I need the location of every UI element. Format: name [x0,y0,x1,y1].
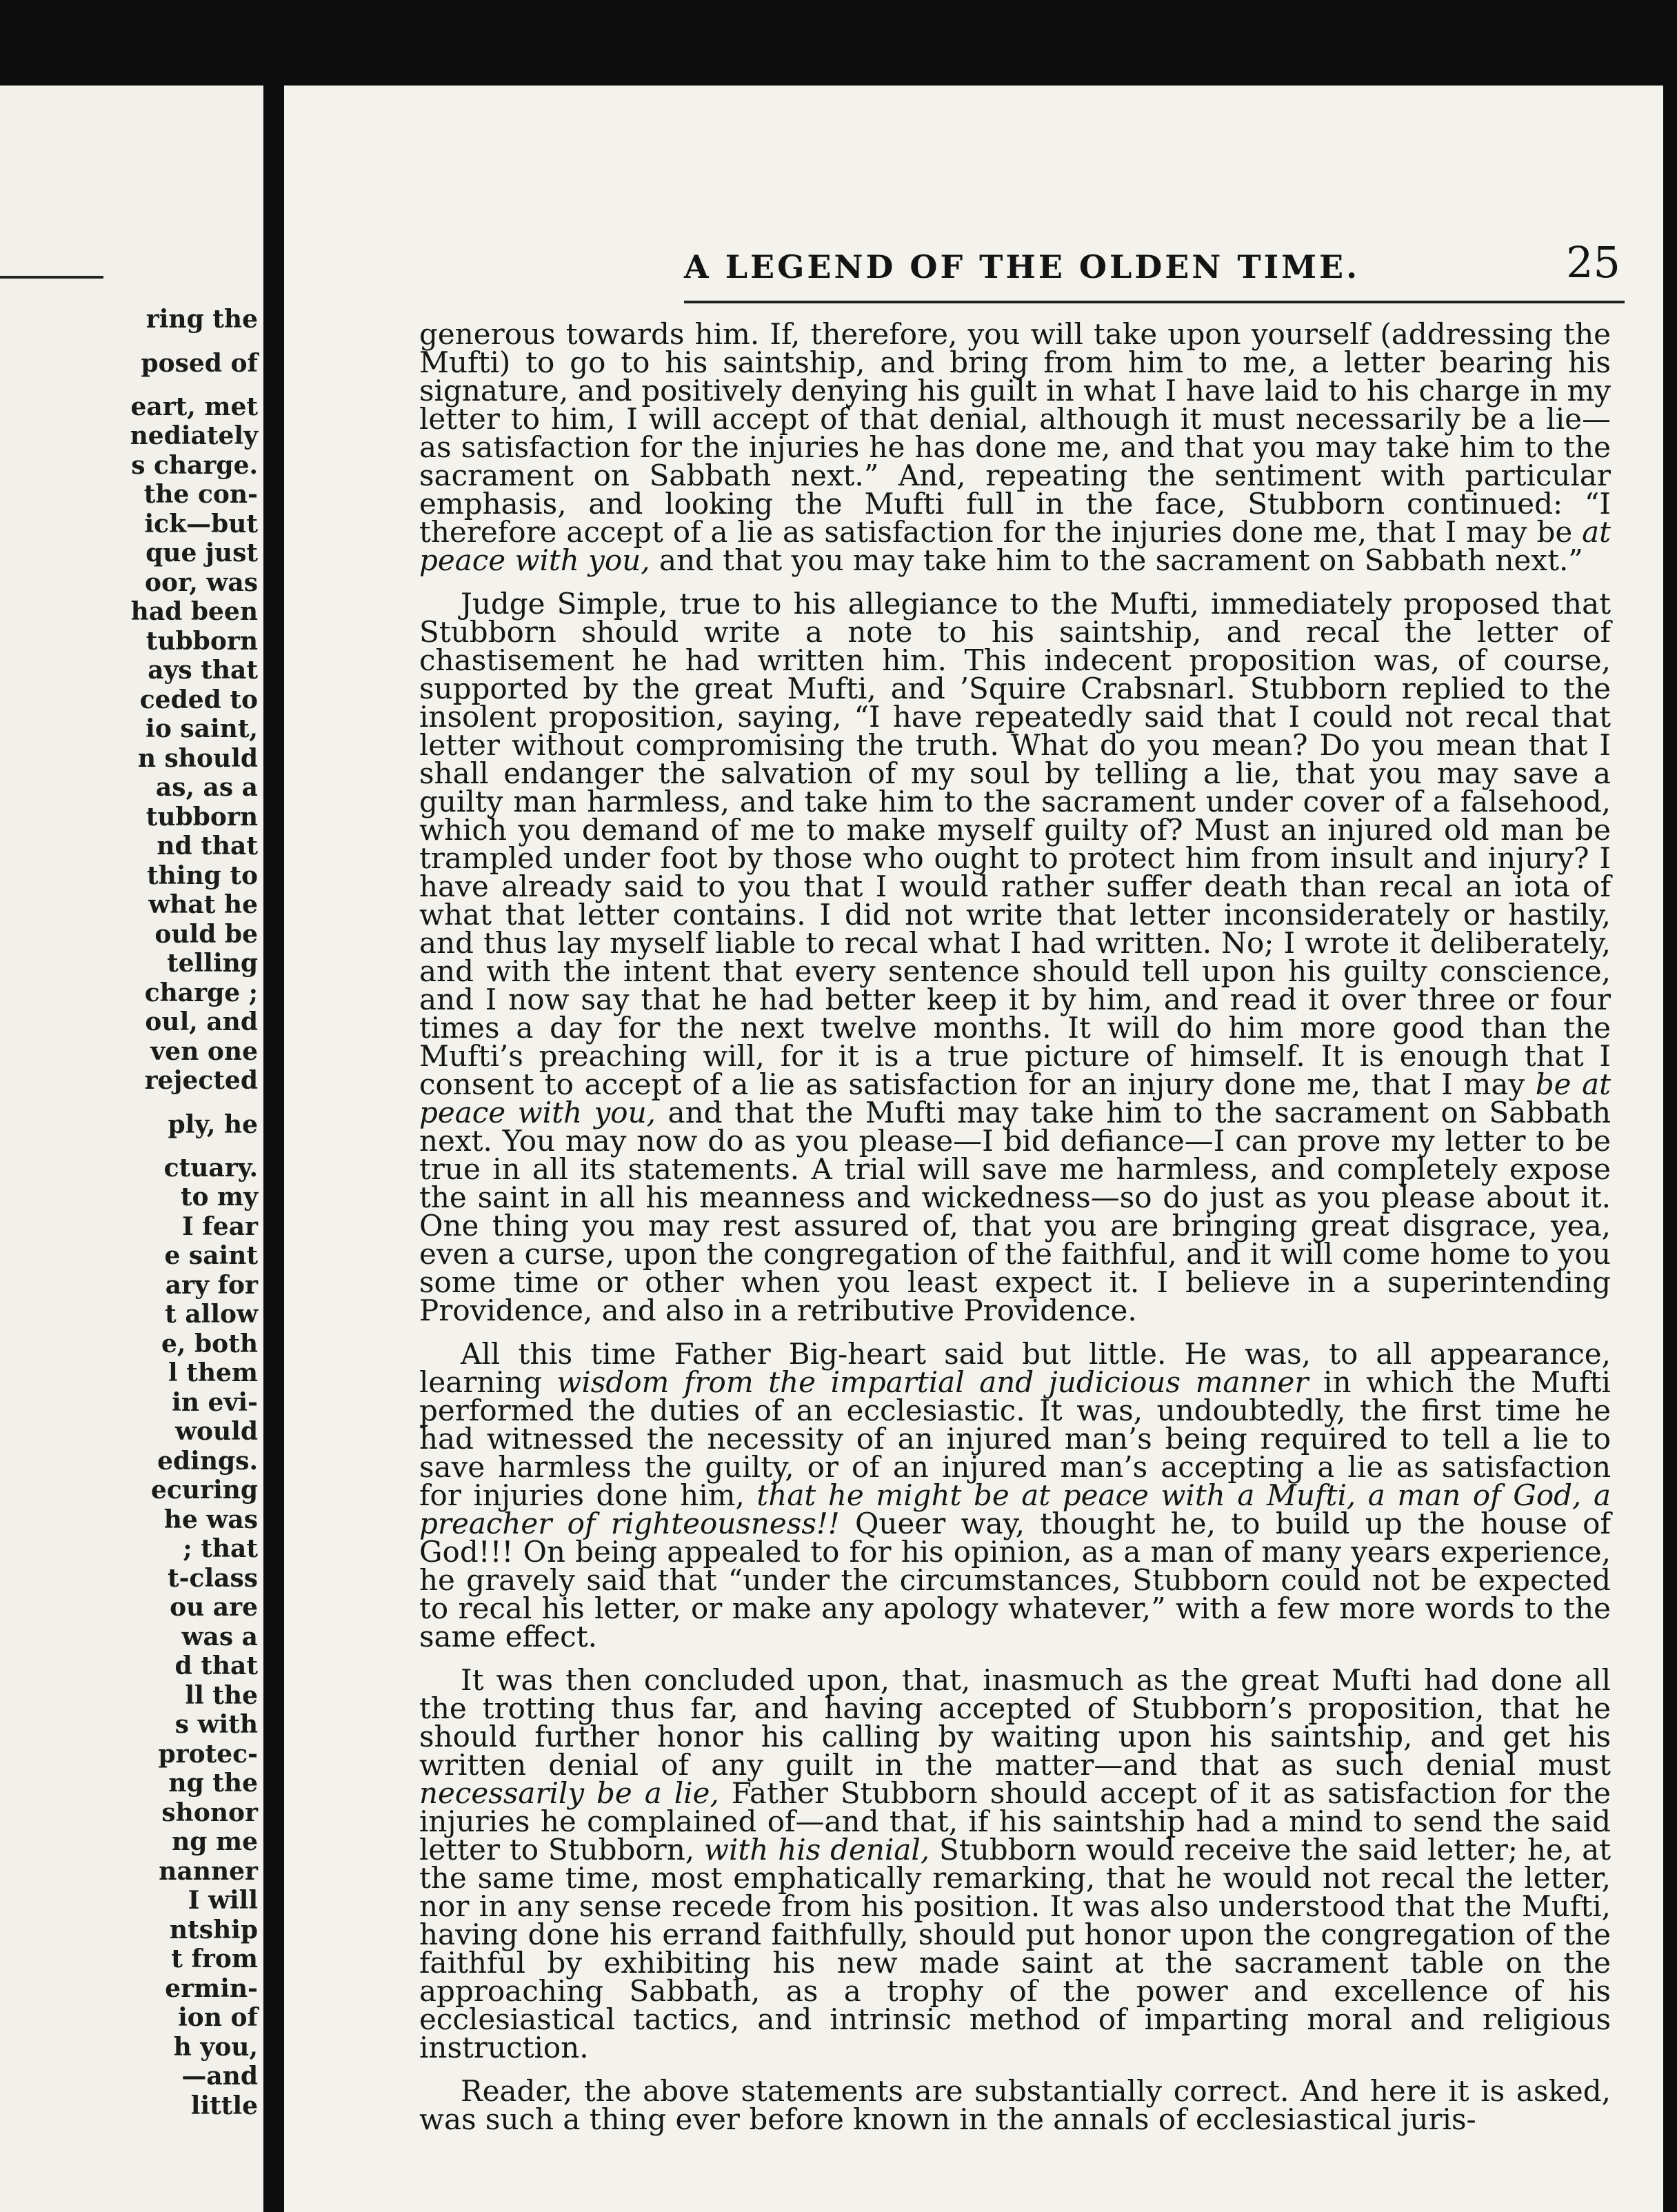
facing-page-line: nd that [157,832,258,861]
facing-page-line: what he [148,890,258,919]
italic-text: necessarily be a lie, [419,1776,719,1810]
facing-page-line: t from [171,1944,258,1973]
italic-text: that he might be at peace with a Mufti, a man of God, a preacher of righteousness!! [419,1478,1611,1540]
facing-page-line: tubborn [145,626,258,656]
page-header [684,237,1625,296]
facing-page-line: l them [168,1358,258,1387]
facing-page-line: ays that [148,656,258,685]
text-run: and that you may take him to the sacrament on Sabbath next.” [650,543,1583,577]
facing-page-line: ply, he [168,1109,258,1139]
facing-page-line: the con- [143,480,258,509]
paragraph [419,587,1611,1327]
facing-page-line: e, both [161,1329,258,1358]
facing-page-line: —and [181,2062,258,2091]
facing-page-line: oul, and [145,1007,258,1036]
facing-page-line: protec- [158,1739,258,1769]
facing-page-line: oor, was [144,567,258,597]
facing-page-line: s with [174,1710,258,1739]
facing-page-line: ven one [150,1036,258,1066]
facing-page-line: d that [174,1651,258,1680]
paragraph [419,2074,1611,2136]
facing-page-line: io saint, [145,714,258,743]
text-run: All this time Father Big-heart said but little. He was, to all appearance, learning [419,1337,1611,1399]
body-text [419,317,1611,2136]
facing-page-line: shonor [161,1798,258,1827]
facing-page-line: ould be [154,919,258,949]
text-run: Judge Simple, true to his allegiance to the Mufti, immediately proposed that Stubborn should write a note to his saintship, and recal the letter of chastisement he had written him. This indecent proposition was, of course, supported by the great Mufti, and ’Squire Crabsnarl. Stubborn replied to the insolent proposition, saying, “I have repeatedly said that I could not recal that letter without compromising the truth. What do you mean? Do you mean that I shall endanger the salvation of my soul by telling a lie, that you may save a guilty man harmless, and take him to the sacrament under cover of a falsehood, which you demand of me to make myself guilty of? Must an injured old man be trampled under foot by those who ought to protect him from insult and injury? I have already said to you that I would rather suffer death than recal an iota of what that letter contains. I did not write that letter inconsiderately or hastily, and thus lay myself liable to recal what I had written. No; I wrote it deliberately, and with the intent that every sentence should tell upon his guilty conscience, and I now say that he had better keep it by him, and read it over three or four times a day for the next twelve months. It will do him more good than the Mufti’s preaching will, for it is a true picture of himself. It is enough that I consent to accept of a lie as satisfaction for an injury done me, that I may [419,587,1611,1101]
facing-page-line: ou are [170,1593,258,1622]
text-run: generous towards him. If, therefore, you will take upon yourself (addressing the Mufti) to go to his saintship, and bring from him to me, a letter bearing his signature, and positively denying his guilt in what I have laid to his charge in my letter to him, I will accept of that denial, although it must necessarily be a lie—as satisfaction for the injuries he has done me, and that you may take him to the sacrament on Sabbath next.” And, repeating the sentiment with particular emphasis, and looking the Mufti full in the face, Stubborn continued: “I therefore accept of a lie as satisfaction for the injuries done me, that I may be [419,317,1611,549]
running-title: A LEGEND OF THE OLDEN TIME. [684,248,1360,285]
facing-page-line: was a [181,1622,258,1651]
page [284,86,1663,2212]
facing-page-line: t-class [167,1563,258,1593]
facing-page-line: I fear [181,1211,258,1241]
facing-page-line: s charge. [131,450,258,480]
facing-page-line: n should [137,743,258,773]
facing-page-text [10,305,258,2120]
facing-page-line: t allow [165,1300,258,1329]
paragraph [419,1663,1611,2064]
facing-page-line: I will [188,1886,258,1915]
text-run: Father Stubborn should accept of it as satisfaction for the injuries he complained of—and that, if his saintship had a mind to send the said letter to Stubborn, [419,1776,1611,1867]
facing-page-line: ntship [169,1915,258,1944]
facing-page-line: charge ; [144,978,258,1007]
facing-page-line: he was [163,1505,258,1534]
italic-text: with his denial, [704,1833,930,1867]
facing-page-line: thing to [147,861,258,890]
text-run: and that the Mufti may take him to the sacrament on Sabbath next. You may now do as you please—I bid defiance—I can prove my letter to be true in all its statements. A trial will save me harmless, and completely expose the saint in all his meanness and wickedness—so do just as you please about it. One thing you may rest assured of, that you are bringing great disgrace, yea, even a curse, upon the congregation of the faithful, and it will come home to you some time or other when you least expect it. I believe in a superintending Providence, and also in a retributive Providence. [419,1096,1611,1327]
italic-text: at peace with you, [419,515,1611,577]
facing-page-line: would [174,1417,258,1446]
facing-page-line: tubborn [145,802,258,832]
facing-page-line: ion of [178,2003,258,2032]
facing-page-line: ring the [145,305,258,334]
text-run: Reader, the above statements are substantially correct. And here it is asked, was such a thing ever before known in the annals of ecclesiastical juris- [419,2074,1611,2136]
facing-page-line: ary for [165,1270,258,1300]
facing-page-header-rule [0,276,103,279]
text-run: It was then concluded upon, that, inasmuch as the great Mufti had done all the trotting thus far, and having accepted of Stubborn’s proposition, that he should further honor his calling by waiting upon his saintship, and get his written denial of any guilt in the matter—and that as such denial must [419,1663,1611,1782]
facing-page-line: nediately [130,421,258,450]
page-number: 25 [1566,237,1620,288]
facing-page-line: h you, [173,2032,258,2062]
facing-page-line: ctuary. [163,1153,258,1183]
facing-page-line: ; that [183,1534,258,1563]
facing-page-line: ll the [185,1680,258,1710]
paragraph [419,317,1611,577]
facing-page-line: ng me [172,1827,258,1856]
text-run: Stubborn would receive the said letter; he, at the same time, most emphatically remarking, that he would not recal the letter, nor in any sense recede from his position. It was also understood that the Mufti, having done his errand faithfully, should put honor upon the congregation of the faithful by exhibiting his new made saint at the sacrament table on the approaching Sabbath, as a trophy of the power and excellence of his ecclesiastical tactics, and intrinsic method of imparting moral and religious instruction. [419,1833,1611,2064]
facing-page-line: e saint [164,1241,258,1270]
facing-page-line: posed of [141,348,258,378]
text-run: in which the Mufti performed the duties of an ecclesiastic. It was, undoubtedly, the first time he had witnessed the necessity of an injured man’s being required to tell a lie to save harmless the guilty, or of an injured man’s accepting a lie as satisfaction for injuries done him, [419,1365,1611,1512]
facing-page-line: in evi- [172,1387,258,1417]
facing-page-line: as, as a [155,773,258,802]
facing-page-line: ick—but [144,509,258,539]
italic-text: wisdom from the impartial and judicious manner [556,1365,1309,1399]
facing-page-line: ceded to [139,685,258,714]
facing-page-line: to my [180,1183,258,1211]
facing-page-line: rejected [144,1066,258,1095]
facing-page-line: que just [145,539,258,567]
facing-page-line: eart, met [130,392,258,421]
facing-page-line: had been [130,597,258,626]
facing-page-line: ermin- [165,1973,258,2003]
paragraph [419,1337,1611,1653]
facing-page-line: nanner [159,1856,258,1886]
facing-page-line: little [190,2091,258,2120]
header-rule [684,301,1625,303]
text-run: Queer way, thought he, to build up the house of God!!! On being appealed to for his opinion, as a man of many years experience, he gravely said that “under the circumstances, Stubborn could not be expected to recal his letter, or make any apology whatever,” with a few more words to the same effect. [419,1507,1611,1653]
italic-text: be at peace with you, [419,1067,1611,1129]
facing-page-line: edings. [157,1446,258,1476]
facing-page-line: ng the [168,1769,258,1798]
facing-page-line: ecuring [151,1476,258,1505]
facing-page-line: telling [167,949,258,978]
facing-page-fragment [0,86,263,2212]
